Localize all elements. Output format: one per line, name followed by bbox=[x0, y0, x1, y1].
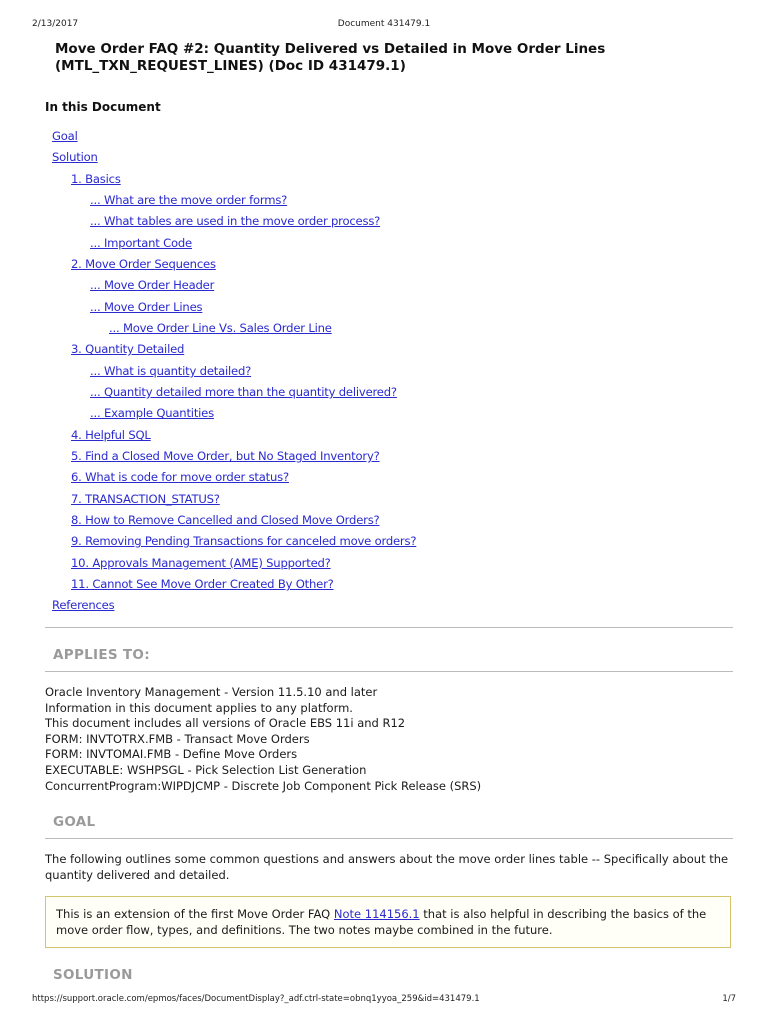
title-line-1: Move Order FAQ #2: Quantity Delivered vs Detailed in Move Order Lines bbox=[55, 41, 606, 57]
note-text: This is an extension of the first Move Order FAQ Note 114156.1 that is also helpful in describing the basics of the move order flow, types, and definitions. The two notes maybe combined in the future. bbox=[56, 907, 707, 937]
in-this-document-heading: In this Document bbox=[45, 100, 161, 114]
applies-to-heading: APPLIES TO: bbox=[53, 647, 150, 663]
print-date: 2/13/2017 bbox=[32, 19, 79, 29]
note-link[interactable]: Note 114156.1 bbox=[333, 907, 420, 921]
toc-link-goal[interactable]: Goal bbox=[52, 129, 78, 143]
toc-link-remove-cancelled-closed[interactable]: 8. How to Remove Cancelled and Closed Move Orders? bbox=[71, 513, 380, 527]
toc-link-quantity-detailed[interactable]: 3. Quantity Detailed bbox=[71, 342, 185, 356]
toc-link-detailed-more-than-delivered[interactable]: ... Quantity detailed more than the quantity delivered? bbox=[90, 385, 397, 399]
toc-link-move-order-lines[interactable]: ... Move Order Lines bbox=[90, 300, 203, 314]
toc-link-basics[interactable]: 1. Basics bbox=[71, 172, 121, 186]
page-number: 1/7 bbox=[722, 994, 736, 1004]
applies-line: ConcurrentProgram:WIPDJCMP - Discrete Job Component Pick Release (SRS) bbox=[45, 778, 482, 793]
toc-link-cannot-see-move-order[interactable]: 11. Cannot See Move Order Created By Other? bbox=[71, 577, 334, 591]
divider bbox=[45, 838, 733, 839]
toc-link-references[interactable]: References bbox=[52, 598, 115, 612]
note-box bbox=[45, 896, 731, 948]
applies-line: This document includes all versions of Oracle EBS 11i and R12 bbox=[45, 716, 406, 731]
applies-line: Information in this document applies to any platform. bbox=[45, 700, 353, 715]
toc-link-move-order-sequences[interactable]: 2. Move Order Sequences bbox=[71, 257, 216, 271]
print-doc-id: Document 431479.1 bbox=[337, 19, 431, 29]
toc-link-removing-pending-transactions[interactable]: 9. Removing Pending Transactions for canceled move orders? bbox=[71, 534, 417, 548]
print-url: https://support.oracle.com/epmos/faces/DocumentDisplay?_adf.ctrl-state=obnq1yyoa_259&id=431479.1 bbox=[32, 994, 480, 1004]
solution-heading: SOLUTION bbox=[53, 967, 133, 983]
divider bbox=[45, 671, 733, 672]
page-title bbox=[55, 41, 745, 75]
toc-link-important-code[interactable]: ... Important Code bbox=[90, 236, 192, 250]
toc-link-what-is-quantity-detailed[interactable]: ... What is quantity detailed? bbox=[90, 364, 252, 378]
applies-to-text bbox=[45, 685, 481, 794]
toc-link-line-vs-sales-order[interactable]: ... Move Order Line Vs. Sales Order Line bbox=[109, 321, 332, 335]
goal-heading: GOAL bbox=[53, 814, 96, 830]
toc-link-move-order-status-code[interactable]: 6. What is code for move order status? bbox=[71, 470, 289, 484]
applies-line: FORM: INVTOMAI.FMB - Define Move Orders bbox=[45, 747, 298, 762]
toc-link-closed-move-order[interactable]: 5. Find a Closed Move Order, but No Staged Inventory? bbox=[71, 449, 380, 463]
toc-link-example-quantities[interactable]: ... Example Quantities bbox=[90, 406, 214, 420]
toc-link-move-order-forms[interactable]: ... What are the move order forms? bbox=[90, 193, 288, 207]
toc-link-approvals-management[interactable]: 10. Approvals Management (AME) Supported? bbox=[71, 556, 331, 570]
divider bbox=[45, 627, 733, 628]
toc-link-tables-used[interactable]: ... What tables are used in the move order process? bbox=[90, 214, 381, 228]
title-line-2: (MTL_TXN_REQUEST_LINES) (Doc ID 431479.1) bbox=[55, 58, 406, 74]
toc-link-solution[interactable]: Solution bbox=[52, 150, 98, 164]
toc-link-transaction-status[interactable]: 7. TRANSACTION_STATUS? bbox=[71, 492, 220, 506]
applies-line: Oracle Inventory Management - Version 11.5.10 and later bbox=[45, 685, 378, 699]
applies-line: EXECUTABLE: WSHPSGL - Pick Selection List Generation bbox=[45, 762, 367, 777]
toc-link-move-order-header[interactable]: ... Move Order Header bbox=[90, 278, 215, 292]
goal-text: The following outlines some common questions and answers about the move order lines table -- Specifically about the quantity delivered and detailed. bbox=[45, 852, 729, 882]
toc-link-helpful-sql[interactable]: 4. Helpful SQL bbox=[71, 428, 151, 442]
applies-line: FORM: INVTOTRX.FMB - Transact Move Orders bbox=[45, 731, 310, 746]
